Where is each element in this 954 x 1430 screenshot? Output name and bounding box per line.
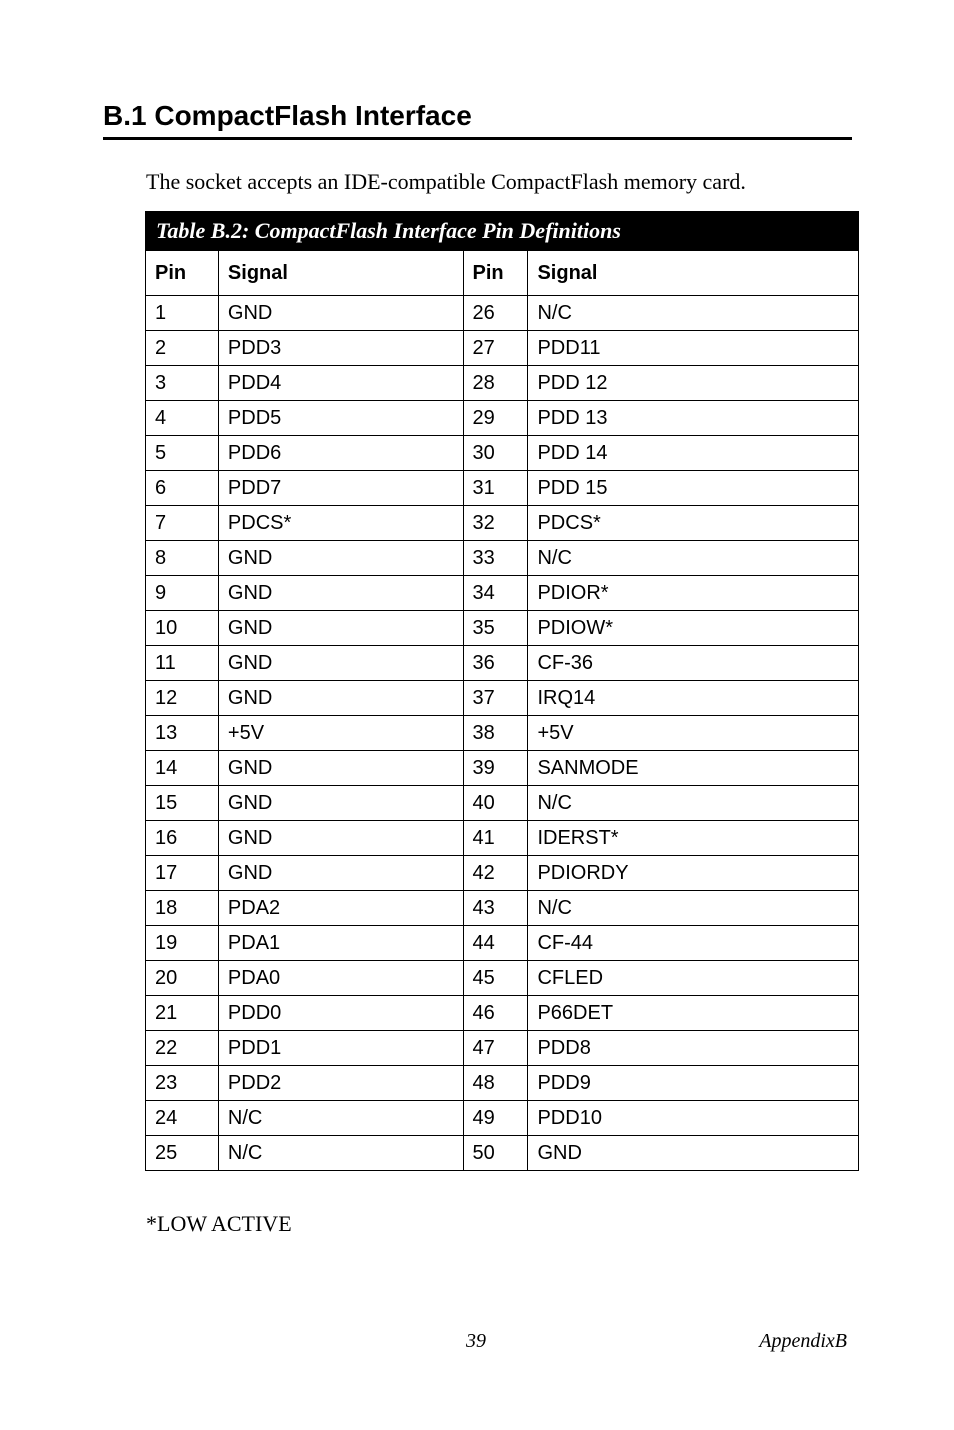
pin-cell: 33 (463, 541, 528, 576)
pin-cell: 44 (463, 926, 528, 961)
pin-cell: 16 (146, 821, 219, 856)
table-row (146, 541, 859, 576)
table-row (146, 961, 859, 996)
pin-cell: 11 (146, 646, 219, 681)
pin-cell: 3 (146, 366, 219, 401)
signal-cell: PDD1 (218, 1031, 463, 1066)
signal-cell: N/C (528, 891, 859, 926)
page-number: 39 (466, 1330, 486, 1352)
signal-cell: PDD9 (528, 1066, 859, 1101)
pin-cell: 39 (463, 751, 528, 786)
signal-cell: P66DET (528, 996, 859, 1031)
signal-cell: PDD6 (218, 436, 463, 471)
pin-cell: 45 (463, 961, 528, 996)
table-row (146, 716, 859, 751)
pin-cell: 13 (146, 716, 219, 751)
pin-cell: 29 (463, 401, 528, 436)
pin-cell: 31 (463, 471, 528, 506)
signal-cell: PDD5 (218, 401, 463, 436)
table-header-row (146, 251, 859, 296)
signal-cell: GND (218, 681, 463, 716)
pin-cell: 8 (146, 541, 219, 576)
header-signal: Signal (528, 251, 859, 296)
signal-cell: PDD 13 (528, 401, 859, 436)
signal-cell: CFLED (528, 961, 859, 996)
pin-cell: 24 (146, 1101, 219, 1136)
pin-cell: 19 (146, 926, 219, 961)
signal-cell: GND (218, 611, 463, 646)
table-row (146, 506, 859, 541)
pin-cell: 1 (146, 296, 219, 331)
signal-cell: GND (218, 541, 463, 576)
pin-cell: 49 (463, 1101, 528, 1136)
table-row (146, 821, 859, 856)
header-pin: Pin (146, 251, 219, 296)
signal-cell: GND (218, 296, 463, 331)
pin-cell: 5 (146, 436, 219, 471)
pin-cell: 41 (463, 821, 528, 856)
signal-cell: PDD11 (528, 331, 859, 366)
table-row (146, 856, 859, 891)
pin-cell: 12 (146, 681, 219, 716)
signal-cell: N/C (218, 1101, 463, 1136)
signal-cell: PDD4 (218, 366, 463, 401)
signal-cell: IRQ14 (528, 681, 859, 716)
pin-cell: 9 (146, 576, 219, 611)
pin-cell: 2 (146, 331, 219, 366)
signal-cell: +5V (528, 716, 859, 751)
table-row (146, 401, 859, 436)
pin-cell: 35 (463, 611, 528, 646)
pin-cell: 38 (463, 716, 528, 751)
table-row (146, 611, 859, 646)
table-caption: Table B.2: CompactFlash Interface Pin Definitions (145, 211, 859, 250)
pin-cell: 37 (463, 681, 528, 716)
pin-cell: 26 (463, 296, 528, 331)
table-row (146, 681, 859, 716)
table-row (146, 471, 859, 506)
signal-cell: PDD3 (218, 331, 463, 366)
signal-cell: PDD 14 (528, 436, 859, 471)
signal-cell: PDD 15 (528, 471, 859, 506)
pin-cell: 50 (463, 1136, 528, 1171)
pin-cell: 10 (146, 611, 219, 646)
pin-cell: 14 (146, 751, 219, 786)
table-row (146, 436, 859, 471)
signal-cell: PDD2 (218, 1066, 463, 1101)
signal-cell: IDERST* (528, 821, 859, 856)
table-row (146, 1136, 859, 1171)
signal-cell: GND (218, 856, 463, 891)
table-row (146, 786, 859, 821)
table-row (146, 1101, 859, 1136)
signal-cell: GND (218, 646, 463, 681)
signal-cell: GND (528, 1136, 859, 1171)
pin-cell: 32 (463, 506, 528, 541)
signal-cell: SANMODE (528, 751, 859, 786)
table-row (146, 646, 859, 681)
signal-cell: N/C (528, 296, 859, 331)
header-signal: Signal (218, 251, 463, 296)
signal-cell: PDA1 (218, 926, 463, 961)
header-pin: Pin (463, 251, 528, 296)
pin-cell: 36 (463, 646, 528, 681)
pin-cell: 18 (146, 891, 219, 926)
signal-cell: PDA0 (218, 961, 463, 996)
table-row (146, 331, 859, 366)
pin-cell: 46 (463, 996, 528, 1031)
table-row (146, 1066, 859, 1101)
intro-paragraph: The socket accepts an IDE-compatible CompactFlash memory card. (146, 169, 746, 194)
pin-cell: 23 (146, 1066, 219, 1101)
pin-cell: 6 (146, 471, 219, 506)
pin-cell: 20 (146, 961, 219, 996)
signal-cell: PDIOW* (528, 611, 859, 646)
table-row (146, 891, 859, 926)
table-body (146, 296, 859, 1171)
signal-cell: PDD 12 (528, 366, 859, 401)
table-row (146, 576, 859, 611)
pin-cell: 47 (463, 1031, 528, 1066)
signal-cell: GND (218, 821, 463, 856)
table-row (146, 996, 859, 1031)
table-row (146, 926, 859, 961)
signal-cell: GND (218, 751, 463, 786)
pin-cell: 43 (463, 891, 528, 926)
signal-cell: CF-36 (528, 646, 859, 681)
pin-cell: 28 (463, 366, 528, 401)
pin-definitions-table (145, 211, 859, 1171)
pin-cell: 30 (463, 436, 528, 471)
running-footer: AppendixB (759, 1330, 847, 1352)
signal-cell: N/C (218, 1136, 463, 1171)
pin-cell: 42 (463, 856, 528, 891)
signal-cell: +5V (218, 716, 463, 751)
pin-cell: 15 (146, 786, 219, 821)
signal-cell: PDIORDY (528, 856, 859, 891)
signal-cell: PDD10 (528, 1101, 859, 1136)
pin-cell: 48 (463, 1066, 528, 1101)
title-rule (103, 137, 852, 140)
signal-cell: CF-44 (528, 926, 859, 961)
table-row (146, 751, 859, 786)
table-row (146, 1031, 859, 1066)
footnote: *LOW ACTIVE (146, 1211, 292, 1236)
table-row (146, 366, 859, 401)
pin-cell: 22 (146, 1031, 219, 1066)
signal-cell: N/C (528, 786, 859, 821)
table-row (146, 296, 859, 331)
signal-cell: PDA2 (218, 891, 463, 926)
signal-cell: PDD8 (528, 1031, 859, 1066)
signal-cell: PDD0 (218, 996, 463, 1031)
pin-cell: 17 (146, 856, 219, 891)
signal-cell: PDIOR* (528, 576, 859, 611)
signal-cell: PDD7 (218, 471, 463, 506)
pin-cell: 40 (463, 786, 528, 821)
pin-cell: 25 (146, 1136, 219, 1171)
pin-cell: 27 (463, 331, 528, 366)
section-title: B.1 CompactFlash Interface (103, 100, 472, 131)
pin-cell: 4 (146, 401, 219, 436)
signal-cell: PDCS* (218, 506, 463, 541)
pin-cell: 7 (146, 506, 219, 541)
signal-cell: GND (218, 576, 463, 611)
signal-cell: N/C (528, 541, 859, 576)
signal-cell: PDCS* (528, 506, 859, 541)
signal-cell: GND (218, 786, 463, 821)
pin-cell: 21 (146, 996, 219, 1031)
pin-cell: 34 (463, 576, 528, 611)
